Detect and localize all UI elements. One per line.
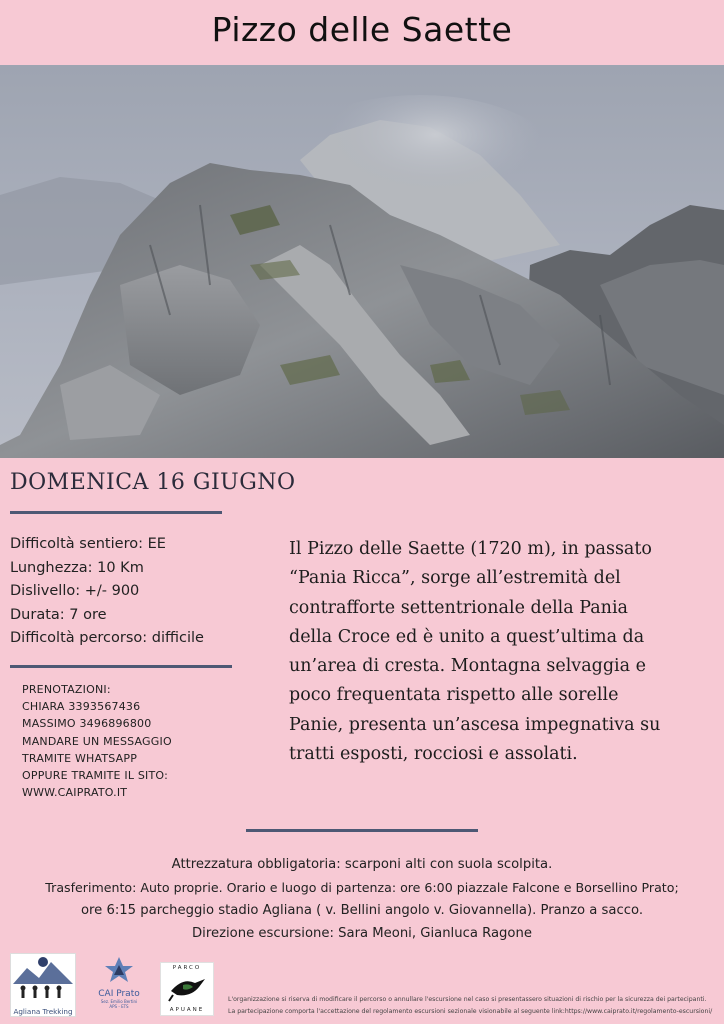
cai-logo-subtitle: Sez. Emilio Bertini bbox=[100, 999, 138, 1004]
booking-line: MASSIMO 3496896800 bbox=[22, 717, 152, 731]
footer-details bbox=[0, 853, 724, 945]
description-line: “Pania Ricca”, sorge all’estremità del bbox=[289, 568, 621, 589]
disclaimer-line: L'organizzazione si riserva di modificare il percorso o annullare l'escursione nel caso si presentassero situazioni di rischio per la sicurezza dei partecipanti. bbox=[228, 996, 707, 1003]
transfer-line: Trasferimento: Auto proprie. Orario e luogo di partenza: ore 6:00 piazzale Falcone e Borsellino Prato; bbox=[45, 880, 679, 895]
description-line: un’area di cresta. Montagna selvaggia e bbox=[289, 656, 646, 677]
cai-logo-text: CAI Prato bbox=[98, 989, 140, 999]
info-elevation: Dislivello: +/- 900 bbox=[10, 583, 140, 599]
description-line: tratti esposti, rocciosi e assolati. bbox=[289, 744, 578, 765]
parking-line: ore 6:15 parcheggio stadio Agliana ( v. Bellini angolo v. Giovannella). Pranzo a sacco. bbox=[80, 903, 644, 918]
cai-star-icon bbox=[96, 955, 142, 985]
parco-logo-text: PARCO bbox=[172, 965, 202, 971]
booking-line: TRAMITE WHATSAPP bbox=[22, 751, 138, 765]
info-difficulty: Difficoltà sentiero: EE bbox=[10, 536, 166, 552]
trail-info bbox=[10, 533, 204, 651]
info-length: Lunghezza: 10 Km bbox=[10, 559, 144, 576]
divider bbox=[10, 511, 222, 514]
description-line: poco frequentata rispetto alle sorelle bbox=[289, 685, 619, 706]
booking-website: WWW.CAIPRATO.IT bbox=[22, 786, 128, 800]
leaders-line: Direzione escursione: Sara Meoni, Gianluca Ragone bbox=[192, 926, 532, 941]
equipment-line: Attrezzatura obbligatoria: scarponi alti con suola scolpita. bbox=[171, 857, 553, 872]
divider bbox=[246, 829, 478, 832]
cai-logo-subtitle: APS - ETS bbox=[109, 1004, 129, 1009]
page-title: Pizzo delle Saette bbox=[211, 10, 513, 49]
booking-line: OPPURE TRAMITE IL SITO: bbox=[22, 769, 168, 783]
parco-logo-text: APUANE bbox=[169, 1007, 205, 1013]
description bbox=[289, 535, 714, 769]
booking-line: PRENOTAZIONI: bbox=[22, 683, 111, 696]
description-line: contrafforte settentrionale della Pania bbox=[289, 597, 628, 618]
description-line: della Croce ed è unito a quest’ultima da bbox=[289, 626, 645, 647]
divider bbox=[10, 665, 232, 668]
disclaimer-line: La partecipazione comporta l'accettazione del regolamento escursioni sezionale visionabile al seguente link:https://www.caiprato.it/regolamento-escursioni/ bbox=[228, 1008, 713, 1015]
hikers-icon bbox=[11, 954, 75, 1002]
booking-line: MANDARE UN MESSAGGIO bbox=[22, 734, 172, 748]
info-route-difficulty: Difficoltà percorso: difficile bbox=[10, 630, 204, 646]
agliana-logo-text: Agliana Trekking bbox=[13, 1007, 73, 1016]
description-line: Panie, presenta un’ascesa impegnativa su bbox=[289, 714, 661, 735]
agliana-trekking-logo bbox=[10, 953, 76, 1017]
bird-icon bbox=[161, 971, 213, 1003]
mountain-photo bbox=[0, 65, 724, 458]
booking-line: CHIARA 3393567436 bbox=[22, 700, 141, 714]
cai-prato-logo bbox=[96, 955, 142, 1017]
info-duration: Durata: 7 ore bbox=[10, 606, 107, 623]
event-date: DOMENICA 16 GIUGNO bbox=[10, 470, 296, 495]
description-line: Il Pizzo delle Saette (1720 m), in passato bbox=[289, 539, 652, 559]
parco-apuane-logo bbox=[160, 962, 214, 1016]
disclaimer bbox=[228, 994, 718, 1018]
booking-info bbox=[22, 681, 172, 801]
